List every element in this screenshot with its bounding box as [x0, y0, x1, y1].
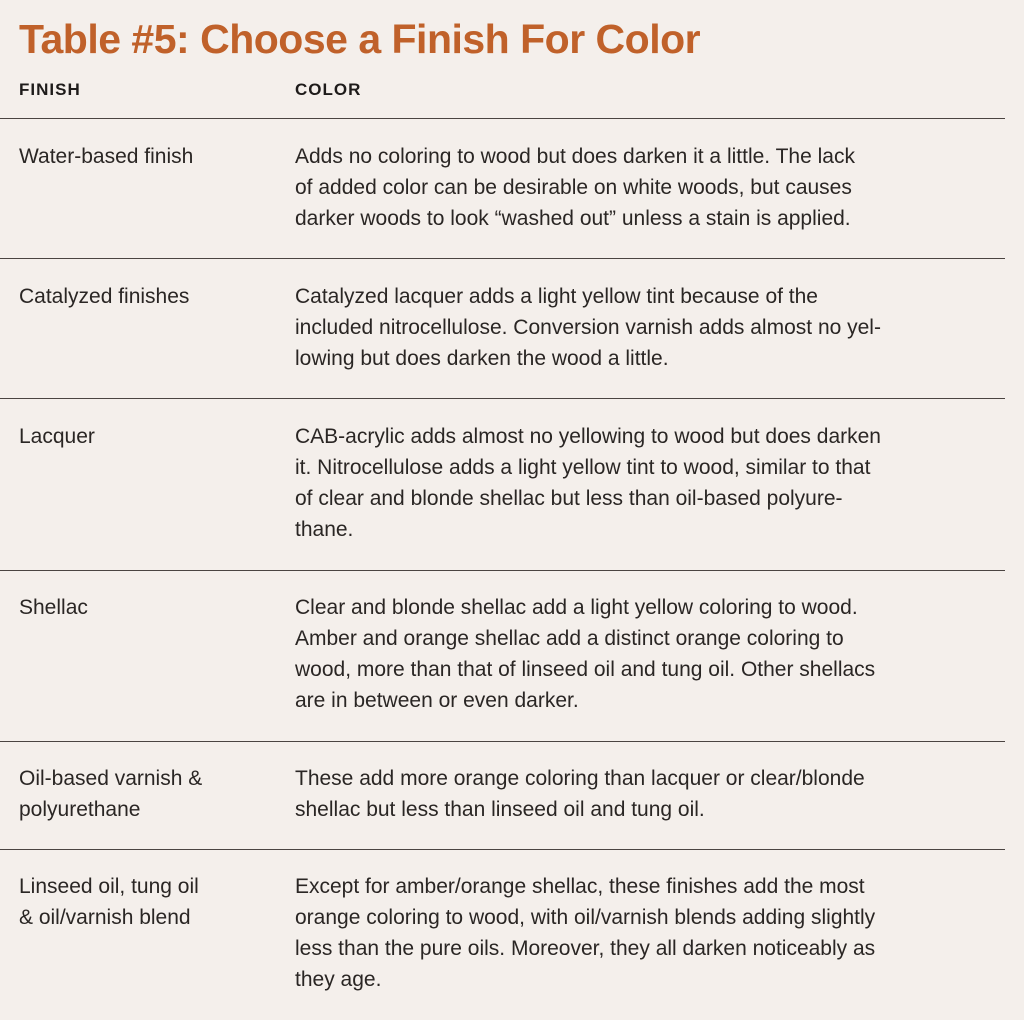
row-4-color: Clear and blonde shellac add a light yellow coloring to wood. Amber and orange shellac add a distinct orange coloring to wood, more than that of linseed oil and tung oil. Other shellacs are in between or even darker.	[295, 596, 876, 712]
row-4-finish: Shellac	[19, 596, 88, 619]
row-divider	[0, 398, 1005, 399]
row-3-finish: Lacquer	[19, 425, 95, 448]
row-divider	[0, 570, 1005, 571]
row-divider	[0, 258, 1005, 259]
row-divider	[0, 741, 1005, 742]
row-1-finish: Water-based finish	[19, 145, 194, 168]
column-header-color: COLOR	[295, 80, 362, 99]
row-5-color: These add more orange coloring than lacquer or clear/blonde shellac but less than linseed oil and tung oil.	[295, 767, 865, 821]
header-divider	[0, 118, 1005, 119]
row-3-color: CAB-acrylic adds almost no yellowing to wood but does darken it. Nitrocellulose adds a light yellow tint to wood, similar to that of clear and blonde shellac but less than oil-based polyure- thane.	[295, 425, 881, 541]
row-6-finish: Linseed oil, tung oil & oil/varnish blend	[19, 875, 199, 929]
row-2-color: Catalyzed lacquer adds a light yellow tint because of the included nitrocellulose. Conversion varnish adds almost no yel- lowing but does darken the wood a little.	[295, 285, 881, 370]
row-2-finish: Catalyzed finishes	[19, 285, 190, 308]
row-1-color: Adds no coloring to wood but does darken it a little. The lack of added color can be desirable on white woods, but causes darker woods to look “washed out” unless a stain is applied.	[295, 145, 855, 230]
row-divider	[0, 849, 1005, 850]
row-6-color: Except for amber/orange shellac, these finishes add the most orange coloring to wood, with oil/varnish blends adding slightly less than the pure oils. Moreover, they all darken noticeably as they age.	[295, 875, 876, 991]
table-title: Table #5: Choose a Finish For Color	[19, 16, 701, 62]
row-5-finish: Oil-based varnish & polyurethane	[19, 767, 203, 821]
column-header-finish: FINISH	[19, 80, 81, 99]
